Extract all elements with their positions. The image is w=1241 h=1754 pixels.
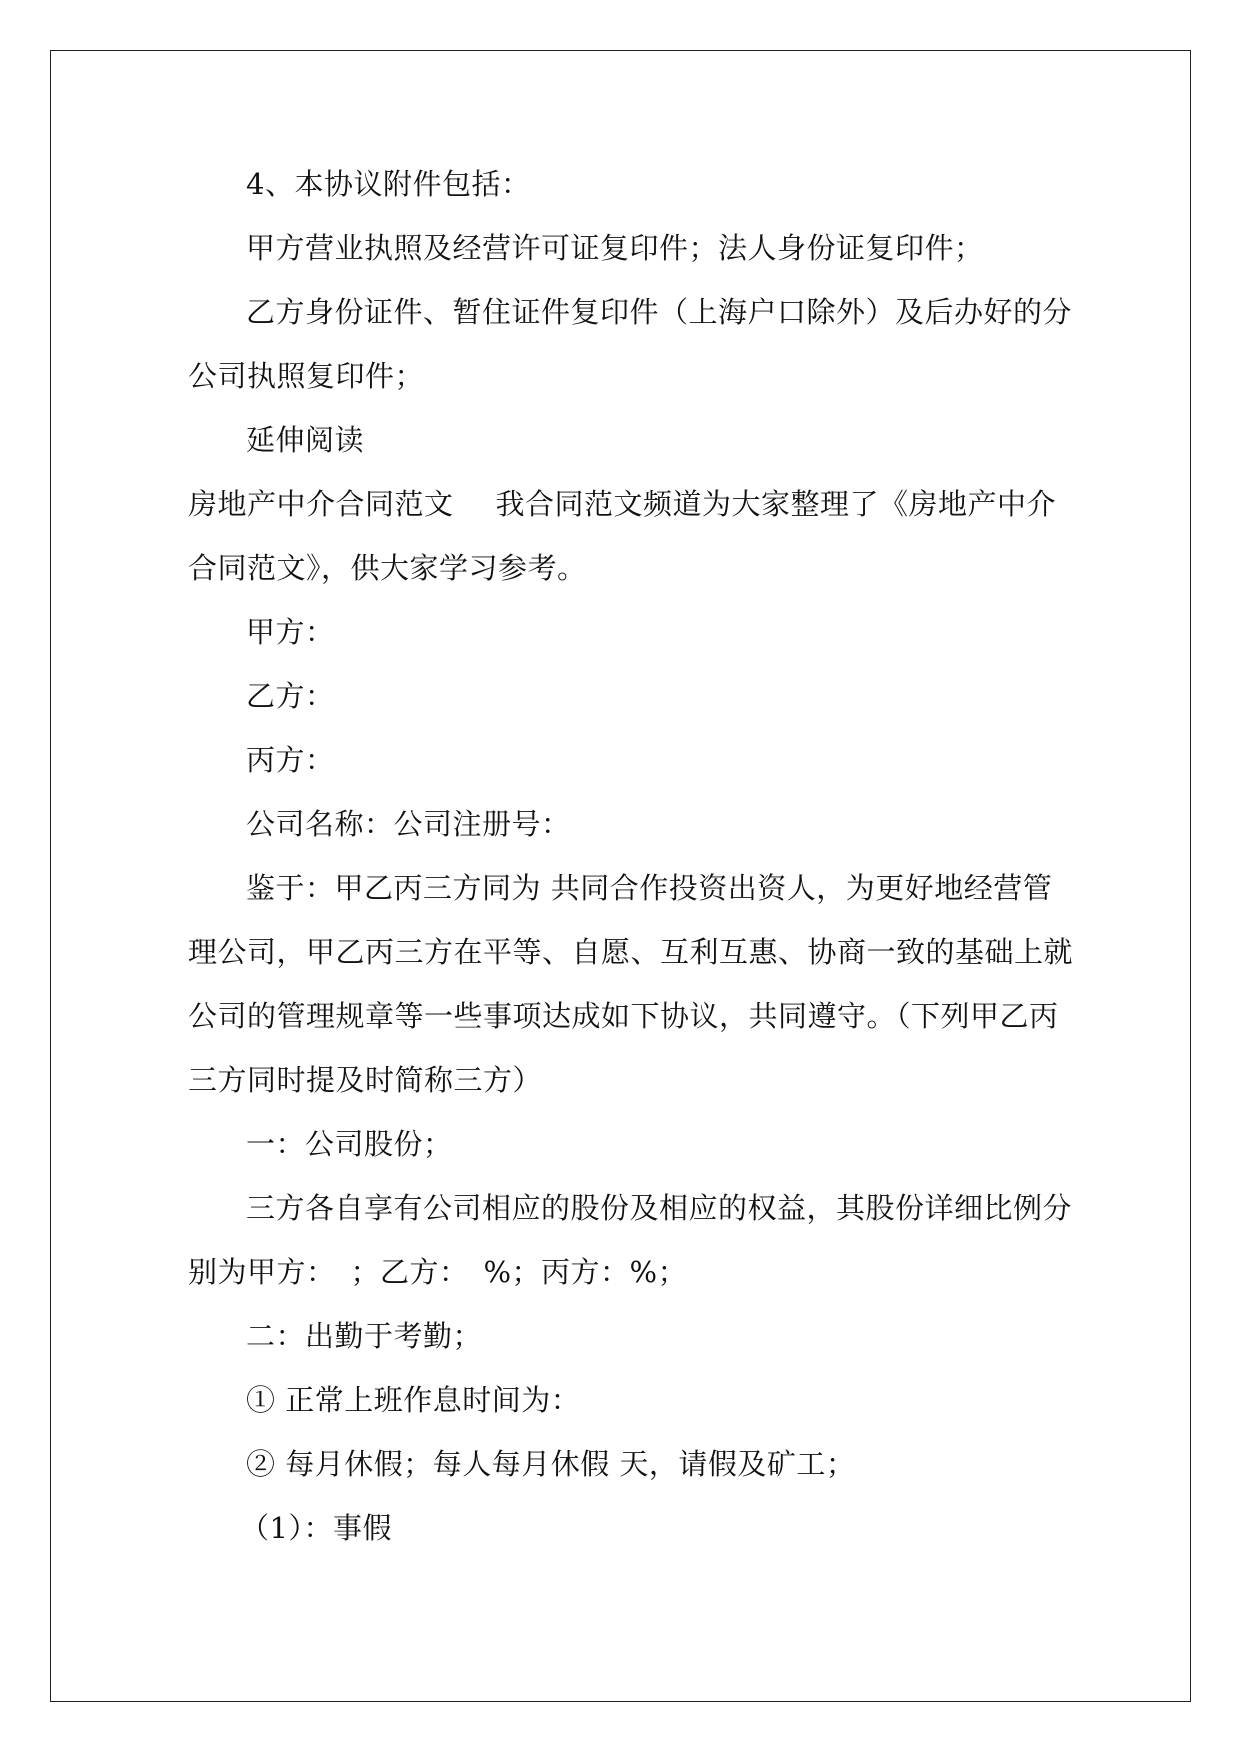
paragraph-party-a-documents bbox=[188, 228, 1116, 268]
related-article-title: 房地产中介合同范文 bbox=[188, 487, 454, 521]
text-line: ② 每月休假；每人每月休假 天，请假及矿工； bbox=[246, 1447, 856, 1481]
text-line: 延伸阅读 bbox=[246, 423, 365, 457]
text-line: 合同范文》，供大家学习参考。 bbox=[188, 551, 587, 585]
paragraph-whereas-cont-1 bbox=[188, 932, 1074, 972]
paragraph-extended-reading bbox=[188, 420, 1116, 460]
text-line: 公司名称：公司注册号： bbox=[246, 807, 571, 841]
text-line: 甲方： bbox=[246, 615, 335, 649]
party-a-line bbox=[188, 612, 1116, 652]
paragraph-party-b-documents bbox=[188, 292, 1116, 332]
text-line: 三方各自享有公司相应的股份及相应的权益，其股份详细比例分 bbox=[246, 1191, 1073, 1225]
text-line: ① 正常上班作息时间为： bbox=[246, 1383, 581, 1417]
list-item-monthly-leave bbox=[188, 1444, 1116, 1484]
paragraph-whereas-cont-3 bbox=[188, 1060, 1058, 1100]
party-b-line bbox=[188, 676, 1116, 716]
text-line: 一：公司股份； bbox=[246, 1127, 453, 1161]
text-line: 4、本协议附件包括： bbox=[246, 167, 531, 201]
paragraph-shares-cont bbox=[188, 1252, 1058, 1292]
party-c-line bbox=[188, 740, 1116, 780]
text-line: 公司执照复印件； bbox=[188, 359, 425, 393]
text-line: 二：出勤于考勤； bbox=[246, 1319, 483, 1353]
paragraph-related-article bbox=[188, 484, 1058, 524]
paragraph-attachments-heading bbox=[188, 164, 1116, 204]
paragraph-whereas bbox=[188, 868, 1116, 908]
text-line: 甲方营业执照及经营许可证复印件；法人身份证复印件； bbox=[246, 231, 984, 265]
text-line: 别为甲方： ；乙方： %；丙方：%； bbox=[188, 1255, 688, 1289]
text-line: 鉴于：甲乙丙三方同为 共同合作投资出资人，为更好地经营管 bbox=[246, 871, 1053, 905]
list-item-personal-leave bbox=[188, 1508, 1110, 1548]
text-line: 乙方： bbox=[246, 679, 335, 713]
text-line: 三方同时提及时简称三方） bbox=[188, 1063, 543, 1097]
text-line: 我合同范文频道为大家整理了《房地产中介 bbox=[495, 487, 1057, 521]
paragraph-whereas-cont-2 bbox=[188, 996, 1058, 1036]
section-heading-shares bbox=[188, 1124, 1116, 1164]
paragraph-party-b-documents-cont bbox=[188, 356, 1058, 396]
text-line: 丙方： bbox=[246, 743, 335, 777]
section-heading-attendance bbox=[188, 1316, 1116, 1356]
text-line: 公司的管理规章等一些事项达成如下协议，共同遵守。（下列甲乙丙 bbox=[188, 999, 1059, 1033]
text-line: 理公司，甲乙丙三方在平等、自愿、互利互惠、协商一致的基础上就 bbox=[188, 935, 1074, 969]
paragraph-shares bbox=[188, 1188, 1116, 1228]
text-line: 乙方身份证件、暂住证件复印件（上海户口除外）及后办好的分 bbox=[246, 295, 1073, 329]
text-line: （1）：事假 bbox=[240, 1511, 392, 1545]
company-info-line bbox=[188, 804, 1116, 844]
paragraph-related-article-cont bbox=[188, 548, 1058, 588]
list-item-work-hours bbox=[188, 1380, 1116, 1420]
